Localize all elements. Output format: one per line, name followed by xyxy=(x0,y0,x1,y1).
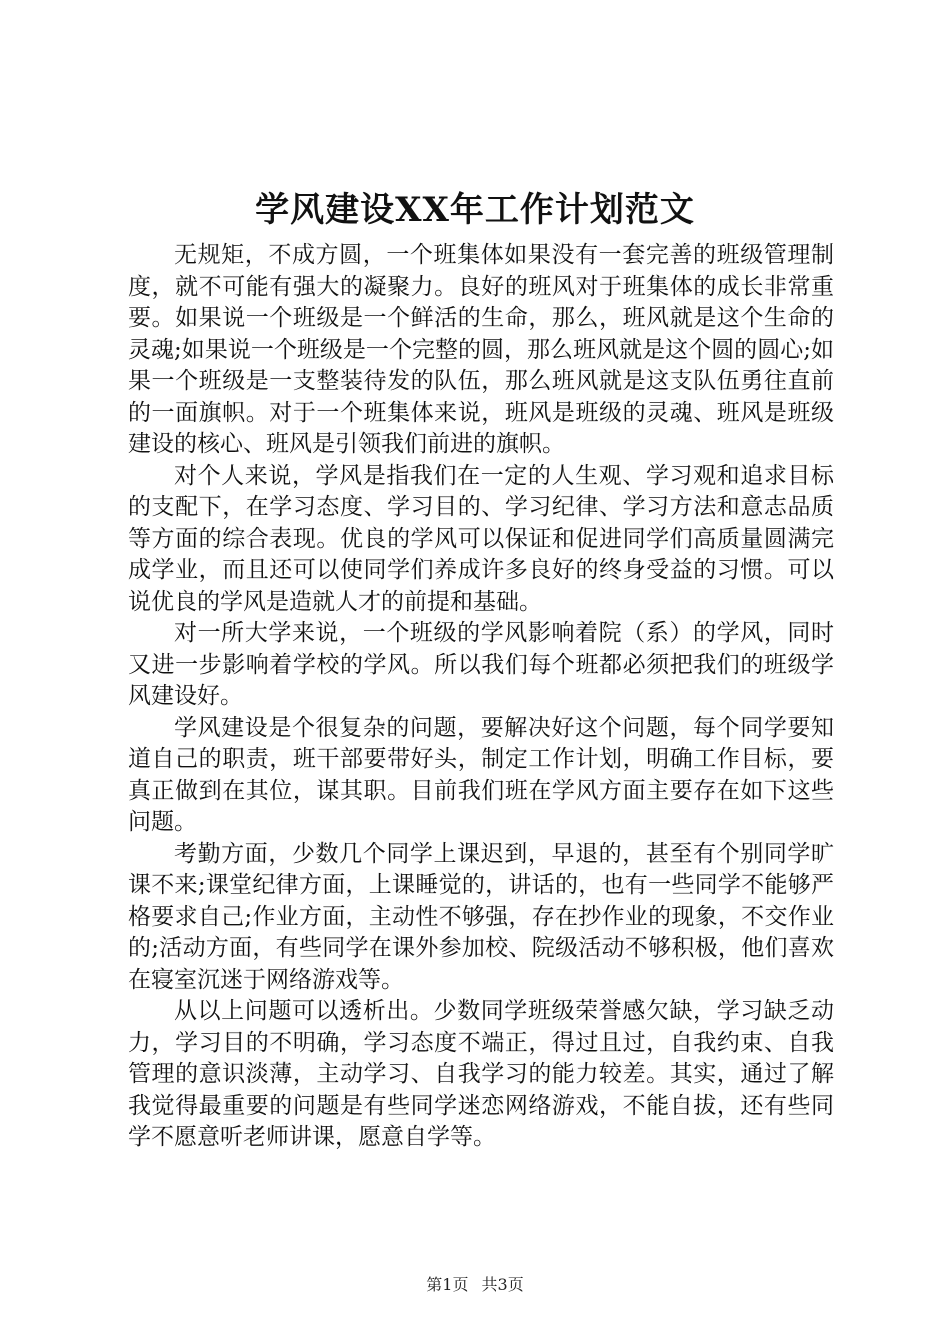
paragraph: 无规矩，不成方圆，一个班集体如果没有一套完善的班级管理制度，就不可能有强大的凝聚力。良好的班风对于班集体的成长非常重要。如果说一个班级是一个鲜活的生命，那么，班风就是这个生命的灵魂;如果说一个班级是一个完整的圆，那么班风就是这个圆的圆心;如果一个班级是一支整装待发的队伍，那么班风就是这支队伍勇往直前的一面旗帜。对于一个班集体来说，班风是班级的灵魂、班风是班级建设的核心、班风是引领我们前进的旗帜。 xyxy=(128,242,834,457)
paragraph: 对个人来说，学风是指我们在一定的人生观、学习观和追求目标的支配下，在学习态度、学习目的、学习纪律、学习方法和意志品质等方面的综合表现。优良的学风可以保证和促进同学们高质量圆满完成学业，而且还可以使同学们养成许多良好的终身受益的习惯。可以说优良的学风是造就人才的前提和基础。 xyxy=(128,462,834,615)
page-total: 共3页 xyxy=(481,1275,524,1294)
paragraph: 学风建设是个很复杂的问题，要解决好这个问题，每个同学要知道自己的职责，班干部要带好头，制定工作计划，明确工作目标，要真正做到在其位，谋其职。目前我们班在学风方面主要存在如下这些问题。 xyxy=(128,714,834,835)
document-title: 学风建设XX年工作计划范文 xyxy=(255,190,695,230)
paragraph: 对一所大学来说，一个班级的学风影响着院（系）的学风，同时又进一步影响着学校的学风。所以我们每个班都必须把我们的班级学风建设好。 xyxy=(128,620,834,709)
page-footer xyxy=(0,1272,950,1295)
paragraph: 考勤方面，少数几个同学上课迟到，早退的，甚至有个别同学旷课不来;课堂纪律方面，上课睡觉的，讲话的，也有一些同学不能够严格要求自己;作业方面，主动性不够强，存在抄作业的现象，不交作业的;活动方面，有些同学在课外参加校、院级活动不够积极，他们喜欢在寝室沉迷于网络游戏等。 xyxy=(128,840,834,993)
paragraph: 从以上问题可以透析出。少数同学班级荣誉感欠缺，学习缺乏动力，学习目的不明确，学习态度不端正，得过且过，自我约束、自我管理的意识淡薄，主动学习、自我学习的能力较差。其实，通过了解我觉得最重要的问题是有些同学迷恋网络游戏，不能自拔，还有些同学不愿意听老师讲课，愿意自学等。 xyxy=(128,998,834,1150)
page-number: 第1页 xyxy=(426,1275,469,1294)
document-body xyxy=(128,240,834,1154)
